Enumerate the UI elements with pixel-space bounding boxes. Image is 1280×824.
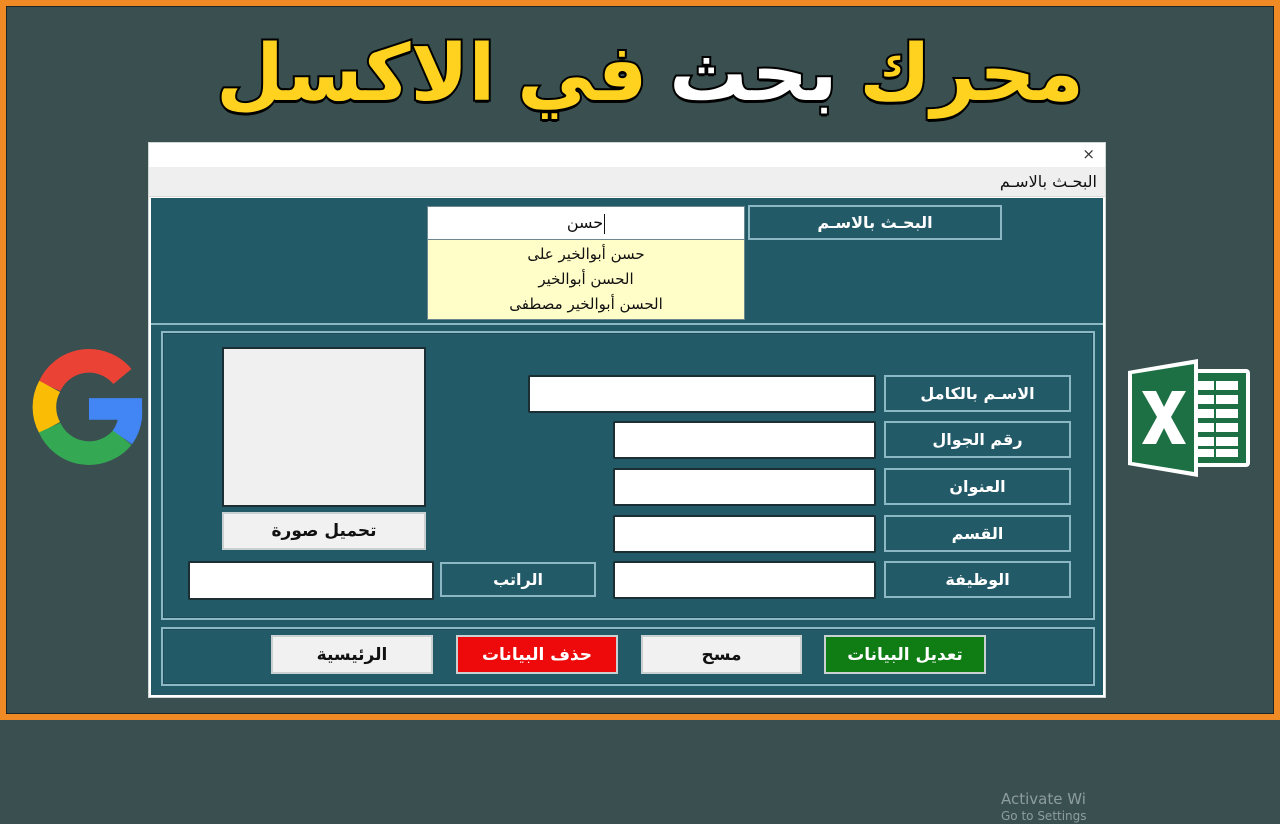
tab-strip bbox=[149, 167, 1105, 197]
text-caret bbox=[604, 214, 605, 234]
search-results-list[interactable] bbox=[427, 240, 745, 320]
address-label: العنوان bbox=[884, 468, 1071, 505]
clear-button[interactable]: مسح bbox=[641, 635, 802, 674]
department-label: القسم bbox=[884, 515, 1071, 552]
photo-box bbox=[222, 347, 426, 507]
form-body bbox=[151, 198, 1103, 823]
headline-word-3: في bbox=[517, 29, 648, 119]
search-input[interactable] bbox=[427, 206, 745, 240]
headline-word-2: بحث bbox=[669, 29, 838, 119]
headline-word-1: محرك bbox=[859, 29, 1084, 119]
watermark-line-1: Activate Wi bbox=[1001, 790, 1086, 808]
full-name-input[interactable] bbox=[528, 375, 876, 413]
salary-label: الراتب bbox=[440, 562, 596, 597]
address-input[interactable] bbox=[613, 468, 876, 506]
delete-data-button[interactable]: حذف البيانات bbox=[456, 635, 618, 674]
activation-watermark bbox=[1001, 790, 1087, 824]
tab-search-by-name[interactable]: البحـث بالاسـم bbox=[999, 172, 1097, 191]
page-headline bbox=[100, 14, 1200, 134]
google-icon bbox=[28, 345, 146, 467]
close-icon[interactable]: × bbox=[1082, 145, 1095, 163]
headline-word-4: الاكسل bbox=[216, 29, 496, 119]
job-title-input[interactable] bbox=[613, 561, 876, 599]
salary-input[interactable] bbox=[188, 561, 434, 600]
edit-data-button[interactable]: تعديل البيانات bbox=[824, 635, 986, 674]
department-input[interactable] bbox=[613, 515, 876, 553]
excel-icon bbox=[1126, 355, 1254, 481]
section-divider bbox=[151, 323, 1103, 325]
search-form-window bbox=[148, 142, 1106, 823]
list-item[interactable]: الحسن أبوالخير bbox=[538, 270, 634, 288]
window-titlebar bbox=[149, 143, 1105, 167]
search-query-text: حسن bbox=[566, 213, 604, 232]
list-item[interactable]: حسن أبوالخير على bbox=[527, 245, 645, 263]
search-by-name-label: البحـث بالاسـم bbox=[748, 205, 1002, 240]
watermark-line-2: Go to Settings bbox=[1001, 809, 1087, 823]
mobile-number-input[interactable] bbox=[613, 421, 876, 459]
mobile-number-label: رقم الجوال bbox=[884, 421, 1071, 458]
full-name-label: الاسـم بالكامل bbox=[884, 375, 1071, 412]
home-button[interactable]: الرئيسية bbox=[271, 635, 433, 674]
job-title-label: الوظيفة bbox=[884, 561, 1071, 598]
list-item[interactable]: الحسن أبوالخير مصطفى bbox=[509, 295, 663, 313]
upload-photo-button[interactable]: تحميل صورة bbox=[222, 512, 426, 550]
